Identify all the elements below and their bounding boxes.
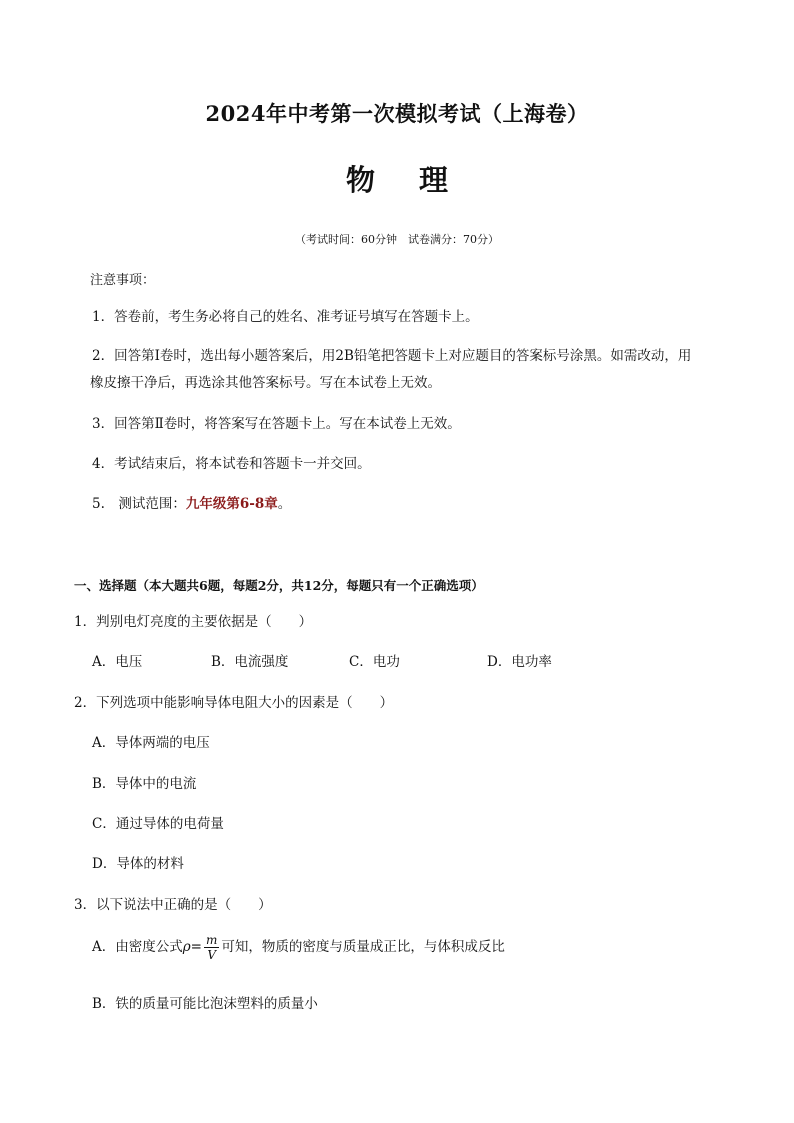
subject-char-2: 理 xyxy=(419,163,449,197)
subject-title xyxy=(0,158,794,199)
notice-item-5-suffix: 。 xyxy=(277,496,292,512)
question-1-option-c: C．电功 xyxy=(349,654,400,670)
question-2-option-b: B．导体中的电流 xyxy=(92,776,197,792)
exam-title: 2024年中考第一次模拟考试（上海卷） xyxy=(205,101,589,126)
question-1-stem: 1．判别电灯亮度的主要依据是（ ） xyxy=(74,614,313,630)
question-1-option-b: B．电流强度 xyxy=(211,654,289,670)
density-symbol: ρ= xyxy=(182,939,202,955)
section-heading-choice: 一、选择题（本大题共6题，每题2分，共12分，每题只有一个正确选项） xyxy=(74,578,484,593)
notice-item-5 xyxy=(92,496,291,512)
subject-char-1: 物 xyxy=(345,163,375,197)
notice-item-4: 4．考试结束后，将本试卷和答题卡一并交回。 xyxy=(92,456,371,472)
notice-item-5-prefix: 5. 测试范围： xyxy=(92,496,186,512)
question-2-option-d: D．导体的材料 xyxy=(92,856,184,872)
question-2-option-a: A．导体两端的电压 xyxy=(92,735,210,751)
density-fraction xyxy=(204,934,219,961)
test-range: 九年级第6-8章 xyxy=(185,496,278,512)
notice-item-2-line-2: 橡皮擦干净后，再选涂其他答案标号。写在本试卷上无效。 xyxy=(90,375,441,391)
question-2-option-c: C．通过导体的电荷量 xyxy=(92,816,224,832)
question-1-option-d: D．电功率 xyxy=(487,654,552,670)
notice-item-3: 3．回答第Ⅱ卷时，将答案写在答题卡上。写在本试卷上无效。 xyxy=(92,416,461,432)
notice-item-1: 1．答卷前，考生务必将自己的姓名、准考证号填写在答题卡上。 xyxy=(92,309,479,325)
question-3-option-a xyxy=(92,934,505,961)
question-1-option-a: A．电压 xyxy=(92,654,143,670)
question-3-option-a-suffix: 可知，物质的密度与质量成正比，与体积成反比 xyxy=(221,939,505,955)
notice-heading: 注意事项： xyxy=(90,273,156,288)
exam-info: （考试时间：60分钟 试卷满分：70分） xyxy=(295,233,499,246)
notice-item-2-line-1: 2．回答第Ⅰ卷时，选出每小题答案后，用2B铅笔把答题卡上对应题目的答案标号涂黑。如需改动，用 xyxy=(92,348,692,364)
question-3-option-a-prefix: A．由密度公式 xyxy=(92,939,183,955)
fraction-denominator: V xyxy=(207,948,217,962)
question-2-stem: 2．下列选项中能影响导体电阻大小的因素是（ ） xyxy=(74,695,394,711)
fraction-numerator: m xyxy=(206,933,218,947)
question-3-stem: 3．以下说法中正确的是（ ） xyxy=(74,897,272,913)
question-3-option-b: B．铁的质量可能比泡沫塑料的质量小 xyxy=(92,996,318,1012)
